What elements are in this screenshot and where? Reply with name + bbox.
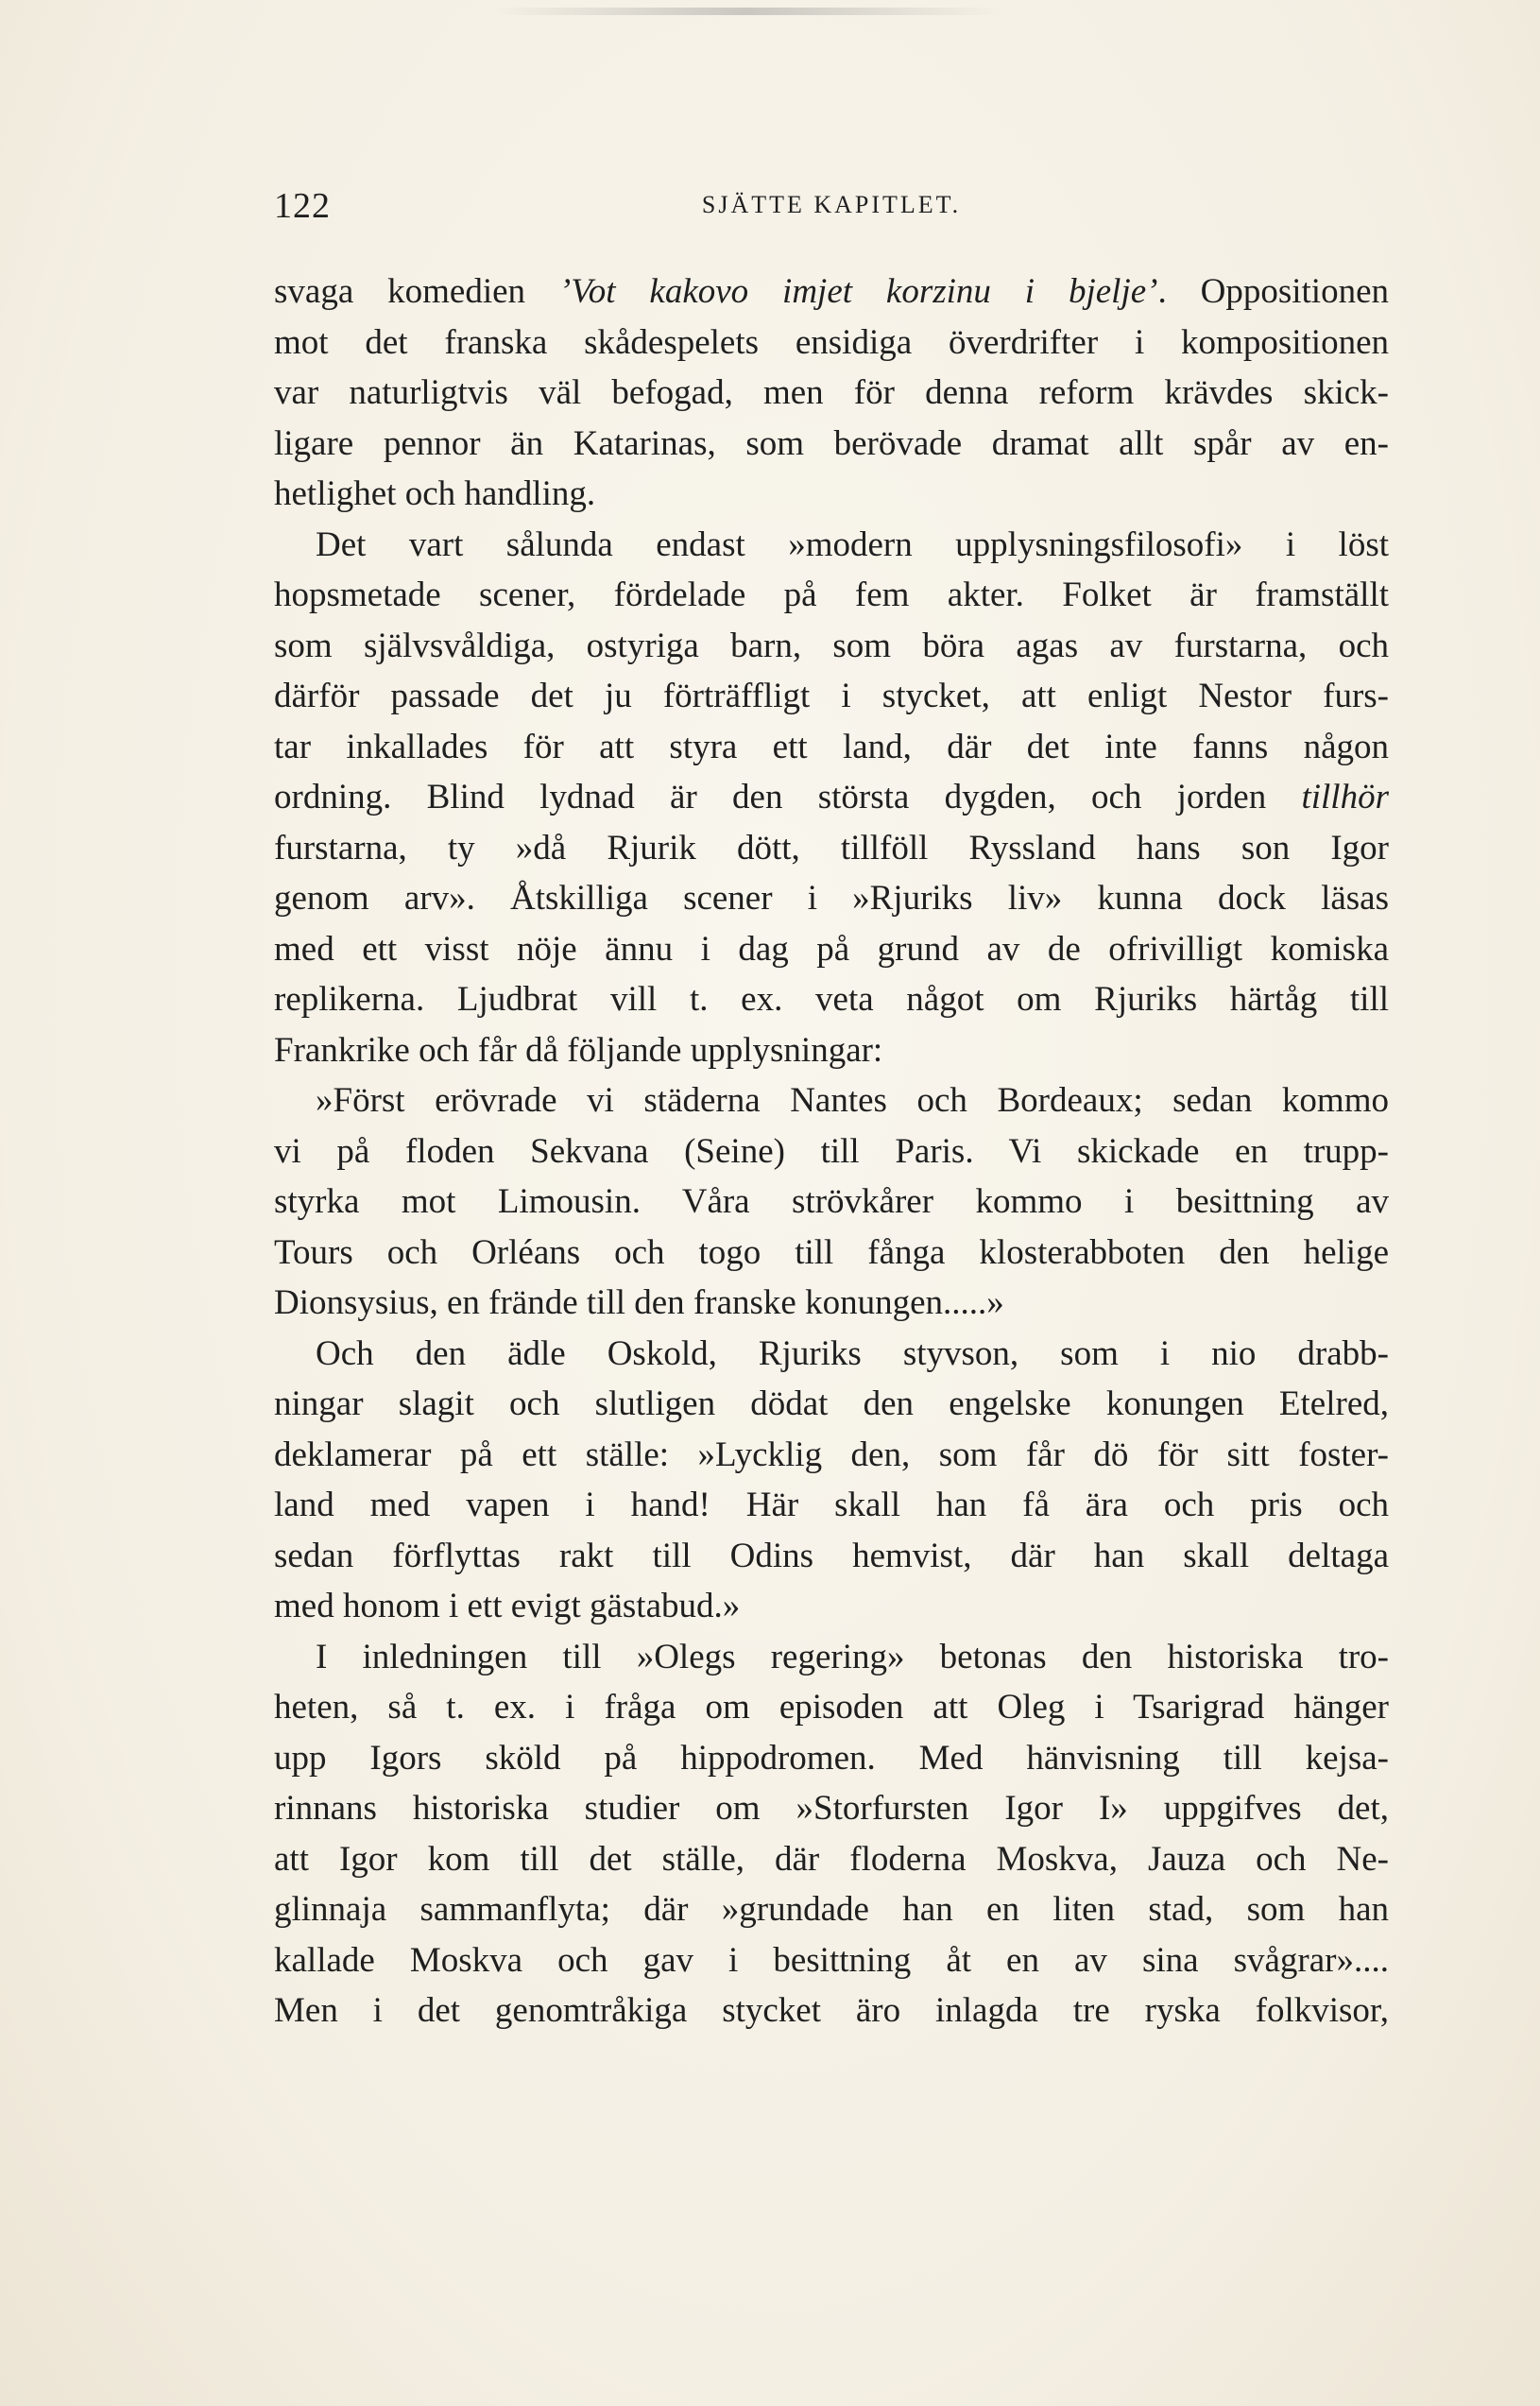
text-line: ningar slagit och slutligen dödat den engelske konungen Etelred, — [274, 1384, 1389, 1423]
text-line: tar inkallades för att styra ett land, där det inte fanns någon — [274, 727, 1389, 766]
body-text — [274, 266, 1389, 2037]
text-line: Och den ädle Oskold, Rjuriks styvson, som i nio drabb- — [316, 1333, 1389, 1373]
text-line: med ett visst nöje ännu i dag på grund av de ofrivilligt komiska — [274, 929, 1389, 969]
text-line: glinnaja sammanflyta; där »grundade han en liten stad, som han — [274, 1890, 1389, 1929]
running-head: SJÄTTE KAPITLET. — [701, 191, 962, 218]
text-line: deklamerar på ett ställe: »Lycklig den, som får dö för sitt foster- — [274, 1435, 1389, 1474]
text-line: ordning. Blind lydnad är den största dygden, och jorden tillhör — [274, 778, 1389, 816]
text-line: genom arv». Åtskilliga scener i »Rjuriks liv» kunna dock läsas — [274, 879, 1389, 918]
text-line: rinnans historiska studier om »Storfursten Igor I» uppgifves det, — [274, 1789, 1389, 1828]
text-line: »Först erövrade vi städerna Nantes och Bordeaux; sedan kommo — [316, 1081, 1389, 1120]
text-line: hopsmetade scener, fördelade på fem akter. Folket är framställt — [274, 576, 1389, 614]
text-line: som självsvåldiga, ostyriga barn, som böra agas av furstarna, och — [274, 626, 1389, 665]
page-number: 122 — [274, 186, 331, 226]
text-line: replikerna. Ljudbrat vill t. ex. veta något om Rjuriks härtåg till — [274, 980, 1389, 1019]
text-line: svaga komedien ’Vot kakovo imjet korzinu i bjelje’. Oppositionen — [274, 272, 1389, 311]
text-line: Tours och Orléans och togo till fånga klosterabboten den helige — [274, 1232, 1389, 1272]
text-line: vi på floden Sekvana (Seine) till Paris. Vi skickade en trupp- — [274, 1131, 1389, 1171]
text-line: styrka mot Limousin. Våra strövkårer kommo i besittning av — [274, 1182, 1389, 1221]
text-line: kallade Moskva och gav i besittning åt en av sina svågrar».... — [274, 1940, 1389, 1980]
text-line: land med vapen i hand! Här skall han få ära och pris och — [274, 1486, 1389, 1524]
text-line: med honom i ett evigt gästabud.» — [274, 1587, 741, 1625]
text-line: att Igor kom till det ställe, där floderna Moskva, Jauza och Ne- — [274, 1839, 1389, 1879]
text-line: furstarna, ty »då Rjurik dött, tillföll Ryssland hans son Igor — [274, 828, 1389, 868]
text-line: upp Igors sköld på hippodromen. Med hänvisning till kejsa- — [274, 1738, 1389, 1778]
text-line: därför passade det ju förträffligt i stycket, att enligt Nestor furs- — [274, 677, 1389, 715]
page-header — [274, 185, 1389, 232]
text-line: heten, så t. ex. i fråga om episoden att Oleg i Tsarigrad hänger — [274, 1688, 1389, 1727]
text-line: ligare pennor än Katarinas, som berövade dramat allt spår av en- — [274, 423, 1389, 463]
text-line: Frankrike och får då följande upplysningar: — [274, 1030, 883, 1070]
text-line: Dionsysius, en frände till den franske konungen.....» — [274, 1283, 1004, 1322]
text-line: Det vart sålunda endast »modern upplysningsfilosofi» i löst — [316, 524, 1389, 564]
text-line: Men i det genomtråkiga stycket äro inlagda tre ryska folkvisor, — [274, 1991, 1389, 2030]
text-line: sedan förflyttas rakt till Odins hemvist, där han skall deltaga — [274, 1536, 1389, 1575]
top-edge-smudge — [491, 8, 1001, 15]
text-line: I inledningen till »Olegs regering» betonas den historiska tro- — [316, 1637, 1389, 1676]
text-line: mot det franska skådespelets ensidiga överdrifter i kompositionen — [274, 322, 1389, 362]
text-line: var naturligtvis väl befogad, men för denna reform krävdes skick- — [274, 373, 1389, 412]
text-line: hetlighet och handling. — [274, 474, 596, 513]
